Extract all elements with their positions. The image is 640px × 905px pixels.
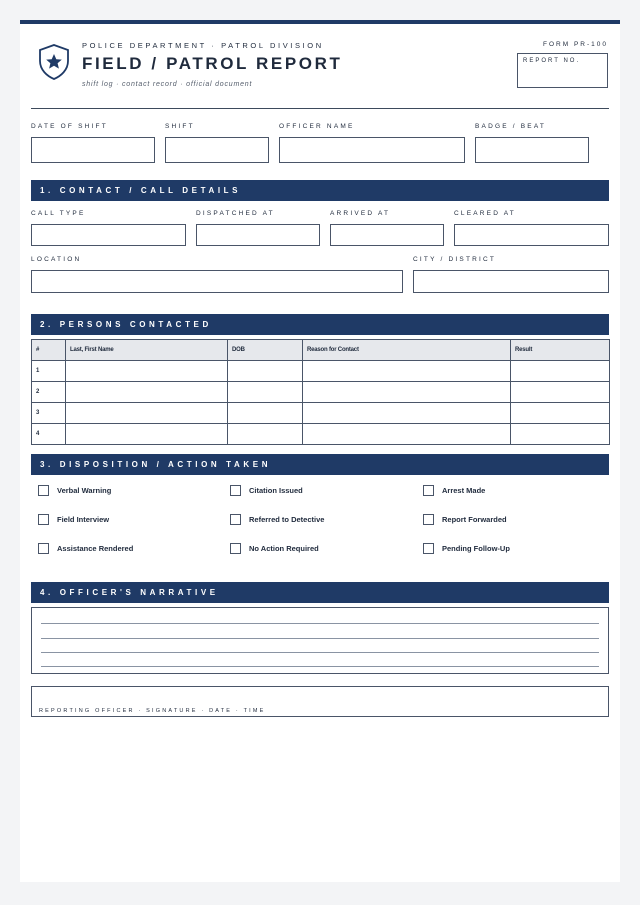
shift-label: SHIFT (165, 123, 195, 130)
top-accent-bar (20, 20, 620, 24)
dob-cell[interactable] (228, 424, 303, 445)
reason-cell[interactable] (303, 382, 511, 403)
row-number: 2 (32, 382, 66, 403)
column-header-reason: Reason for Contact (303, 340, 511, 361)
signature-label: REPORTING OFFICER · SIGNATURE · DATE · TIME (39, 708, 266, 714)
checkbox-report-forwarded[interactable] (423, 514, 434, 525)
call-type-field[interactable] (31, 224, 186, 246)
section-officers-narrative: 4. OFFICER'S NARRATIVE (31, 582, 609, 603)
table-header-row (32, 340, 610, 361)
call-type-label: CALL TYPE (31, 210, 86, 217)
date-of-shift-label: DATE OF SHIFT (31, 123, 108, 130)
column-header-dob: DOB (228, 340, 303, 361)
reason-cell[interactable] (303, 424, 511, 445)
checkbox-referred-to-detective[interactable] (230, 514, 241, 525)
date-of-shift-field[interactable] (31, 137, 155, 163)
name-cell[interactable] (66, 361, 228, 382)
section-disposition-action-taken: 3. DISPOSITION / ACTION TAKEN (31, 454, 609, 475)
narrative-field[interactable] (31, 607, 609, 674)
report-number-label: REPORT NO. (523, 58, 581, 64)
checkbox-arrest-made[interactable] (423, 485, 434, 496)
dob-cell[interactable] (228, 361, 303, 382)
badge-beat-field[interactable] (475, 137, 589, 163)
result-cell[interactable] (511, 424, 610, 445)
checkbox-pending-follow-up[interactable] (423, 543, 434, 554)
row-number: 1 (32, 361, 66, 382)
department-name: POLICE DEPARTMENT · PATROL DIVISION (82, 41, 324, 50)
dob-cell[interactable] (228, 403, 303, 424)
checkbox-no-action-required[interactable] (230, 543, 241, 554)
table-row (32, 424, 610, 445)
label-field-interview: Field Interview (57, 515, 110, 524)
name-cell[interactable] (66, 424, 228, 445)
shield-star-icon (38, 44, 70, 80)
result-cell[interactable] (511, 382, 610, 403)
label-referred-to-detective: Referred to Detective (249, 515, 325, 524)
cleared-at-label: CLEARED AT (454, 210, 516, 217)
result-cell[interactable] (511, 361, 610, 382)
label-verbal-warning: Verbal Warning (57, 486, 112, 495)
narrative-line (41, 638, 599, 639)
narrative-line (41, 666, 599, 667)
cleared-at-field[interactable] (454, 224, 609, 246)
result-cell[interactable] (511, 403, 610, 424)
report-number-field[interactable] (517, 53, 608, 88)
form-number: FORM PR-100 (543, 41, 608, 48)
page-subtitle: shift log · contact record · official document (82, 81, 253, 88)
persons-table (31, 339, 610, 445)
badge-beat-label: BADGE / BEAT (475, 123, 547, 130)
city-district-label: CITY / DISTRICT (413, 256, 497, 263)
narrative-line (41, 652, 599, 653)
section-contact-call-details: 1. CONTACT / CALL DETAILS (31, 180, 609, 201)
narrative-line (41, 623, 599, 624)
checkbox-citation-issued[interactable] (230, 485, 241, 496)
dob-cell[interactable] (228, 382, 303, 403)
signature-field[interactable] (31, 686, 609, 717)
row-number: 3 (32, 403, 66, 424)
column-header-result: Result (511, 340, 610, 361)
city-district-field[interactable] (413, 270, 609, 293)
location-field[interactable] (31, 270, 403, 293)
label-arrest-made: Arrest Made (442, 486, 486, 495)
table-row (32, 403, 610, 424)
column-header-number: # (32, 340, 66, 361)
checkbox-field-interview[interactable] (38, 514, 49, 525)
name-cell[interactable] (66, 382, 228, 403)
location-label: LOCATION (31, 256, 82, 263)
checkbox-assistance-rendered[interactable] (38, 543, 49, 554)
shift-field[interactable] (165, 137, 269, 163)
arrived-at-label: ARRIVED AT (330, 210, 391, 217)
reason-cell[interactable] (303, 361, 511, 382)
column-header-name: Last, First Name (66, 340, 228, 361)
officer-name-field[interactable] (279, 137, 465, 163)
report-page (20, 20, 620, 882)
table-row (32, 382, 610, 403)
checkbox-verbal-warning[interactable] (38, 485, 49, 496)
row-number: 4 (32, 424, 66, 445)
reason-cell[interactable] (303, 403, 511, 424)
dispatched-at-field[interactable] (196, 224, 320, 246)
label-no-action-required: No Action Required (249, 544, 319, 553)
label-pending-follow-up: Pending Follow-Up (442, 544, 510, 553)
table-row (32, 361, 610, 382)
name-cell[interactable] (66, 403, 228, 424)
page-title: FIELD / PATROL REPORT (82, 54, 343, 73)
label-report-forwarded: Report Forwarded (442, 515, 507, 524)
label-assistance-rendered: Assistance Rendered (57, 544, 134, 553)
dispatched-at-label: DISPATCHED AT (196, 210, 275, 217)
officer-name-label: OFFICER NAME (279, 123, 355, 130)
label-citation-issued: Citation Issued (249, 486, 303, 495)
arrived-at-field[interactable] (330, 224, 444, 246)
section-persons-contacted: 2. PERSONS CONTACTED (31, 314, 609, 335)
header-divider (31, 108, 609, 109)
